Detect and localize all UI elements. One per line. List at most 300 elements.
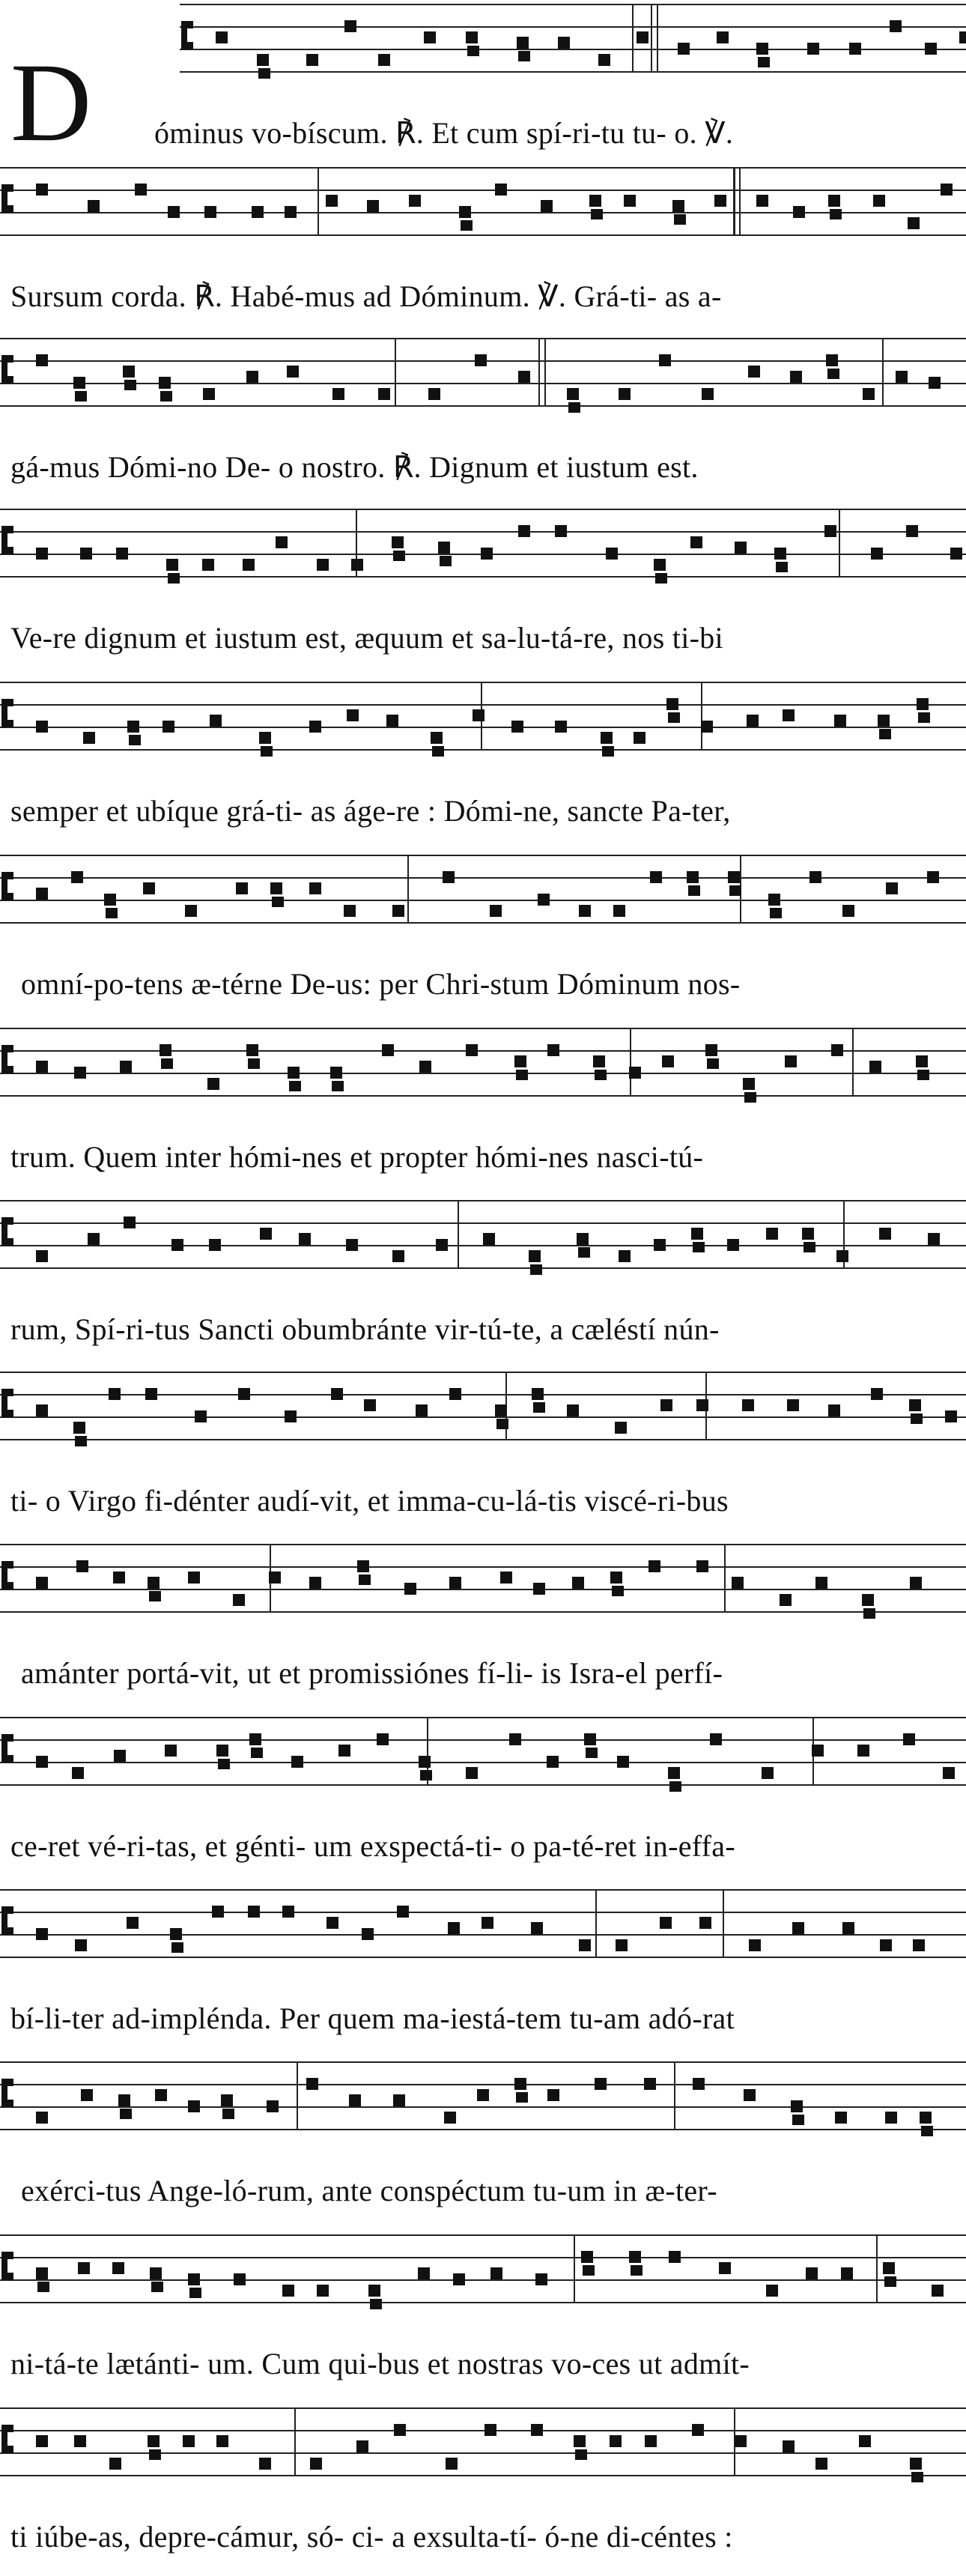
neume-note (932, 2285, 944, 2297)
neume-note (309, 882, 321, 894)
neume-note (812, 1745, 824, 1757)
neume-note (756, 43, 768, 55)
neume-note (815, 1577, 827, 1589)
neume-note (747, 715, 759, 727)
lyric-text: Sursum corda. ℟. Habé-mus ad Dóminum. ℣. Grá-ti- as a- (10, 279, 722, 313)
neume-note (397, 1906, 409, 1918)
neume-note (326, 1917, 338, 1929)
neume-note (584, 1733, 596, 1745)
neume-note (207, 1078, 219, 1090)
neume-note (76, 1560, 88, 1572)
neume-note (768, 894, 780, 906)
neume-note (735, 2435, 747, 2447)
neume-note (171, 1239, 183, 1251)
neume-note (357, 1560, 369, 1572)
neume-note (710, 1733, 722, 1745)
neume-note (36, 721, 48, 733)
neume-note (114, 1750, 126, 1762)
lyric-line (0, 445, 966, 490)
neume-note (732, 1577, 744, 1589)
neume-note (160, 1044, 171, 1056)
neume-note (168, 206, 180, 218)
neume-note (793, 206, 805, 218)
neume-note (815, 2458, 827, 2470)
c-clef-icon (1, 1389, 13, 1417)
neume-note (842, 905, 854, 917)
neume-note (392, 905, 404, 917)
neume-note (124, 1216, 136, 1228)
neume-note (927, 871, 939, 883)
neume-note (233, 1594, 245, 1606)
neume-note (495, 1404, 507, 1416)
neume-note (378, 388, 390, 400)
staff (0, 334, 966, 424)
lyric-text: óminus vo-bíscum. ℟. Et cum spí-ri-tu tu- o. ℣. (154, 116, 734, 150)
neume-note (735, 542, 747, 554)
neume-note (78, 2262, 90, 2274)
staff-system (0, 851, 966, 1023)
neume-note (36, 1250, 48, 1262)
neume-note (490, 2267, 502, 2279)
neume-note (248, 1906, 260, 1918)
neume-note (155, 2089, 167, 2101)
neume-note (792, 1922, 804, 1934)
neume-note (514, 1055, 526, 1067)
neume-note (617, 1756, 629, 1768)
neume-note (910, 1577, 922, 1589)
c-clef-icon (1, 2252, 13, 2280)
neume-note (446, 2458, 458, 2470)
neume-note (88, 200, 100, 212)
neume-note (863, 388, 875, 400)
neume-note (377, 1733, 389, 1745)
neume-note (774, 548, 786, 560)
lyric-text: ce-ret vé-ri-tas, et génti- um exspectá-ti- o pa-té-ret in-effa- (10, 1829, 735, 1863)
c-clef-icon (181, 21, 193, 49)
staff (0, 1540, 966, 1630)
neume-note (514, 2078, 526, 2090)
neume-note (436, 1239, 448, 1251)
neume-note (419, 1756, 431, 1768)
neume-note (916, 1055, 928, 1067)
neume-note (183, 2435, 195, 2447)
neume-note (836, 1250, 848, 1262)
neume-note (270, 882, 282, 894)
neume-note (619, 1250, 631, 1262)
c-clef-icon (1, 699, 13, 727)
neume-note (906, 525, 918, 537)
c-clef-icon (1, 355, 13, 384)
neume-note (123, 366, 135, 378)
neume-note (36, 1061, 48, 1073)
neume-note (475, 354, 487, 366)
neume-note (890, 20, 902, 32)
staff (0, 2058, 966, 2148)
neume-note (238, 1388, 250, 1400)
neume-note (574, 2435, 586, 2447)
neume-note (717, 31, 729, 43)
neume-note (386, 715, 398, 727)
neume-note (344, 905, 356, 917)
neume-note (896, 371, 908, 383)
c-clef-icon (1, 1734, 13, 1763)
neume-note (547, 1044, 559, 1056)
neume-note (326, 195, 338, 207)
neume-note (692, 2424, 704, 2436)
neume-note (246, 371, 258, 383)
neume-note (74, 2435, 86, 2447)
neume-note (834, 715, 846, 727)
neume-note (135, 184, 147, 196)
neume-note (282, 1906, 294, 1918)
neume-note (202, 559, 214, 571)
neume-note (579, 905, 591, 917)
neume-note (831, 1044, 843, 1056)
neume-note (593, 1055, 605, 1067)
neume-note (920, 2112, 932, 2124)
neume-note (842, 1922, 854, 1934)
neume-note (216, 1745, 228, 1757)
staff-system (0, 163, 966, 336)
neume-note (185, 905, 197, 917)
lyric-line (0, 1824, 966, 1869)
neume-note (699, 1917, 711, 1929)
neume-note (260, 1228, 272, 1240)
neume-note (392, 536, 404, 548)
neume-note (637, 31, 648, 43)
neume-note (285, 206, 297, 218)
staff (0, 2231, 966, 2321)
neume-note (885, 2112, 897, 2124)
staff (0, 851, 966, 941)
neume-note (338, 1745, 350, 1757)
neume-note (748, 366, 760, 378)
neume-note (209, 1239, 221, 1251)
neume-note (73, 377, 85, 389)
neume-note (862, 1594, 874, 1606)
neume-note (629, 2251, 641, 2263)
neume-note (212, 1906, 224, 1918)
staff-system (0, 1024, 966, 1196)
neume-note (419, 1061, 431, 1073)
neume-note (719, 2262, 731, 2274)
neume-note (481, 548, 493, 560)
lyric-line (0, 1479, 966, 1524)
neume-note (629, 1067, 641, 1079)
lyric-line (0, 1307, 966, 1352)
neume-note (766, 2285, 778, 2297)
c-clef-icon (1, 1906, 13, 1935)
staff-system (0, 1713, 966, 1885)
neume-note (120, 1061, 132, 1073)
staff-system (0, 1368, 966, 1540)
neume-note (364, 1399, 376, 1411)
neume-note (824, 525, 836, 537)
neume-note (828, 1404, 840, 1416)
neume-note (448, 1922, 460, 1934)
neume-note (394, 2424, 406, 2436)
neume-note (913, 1939, 925, 1951)
c-clef-icon (1, 872, 13, 900)
neume-note (36, 1404, 48, 1416)
neume-note (116, 548, 128, 560)
neume-note (616, 1939, 628, 1951)
neume-note (269, 1572, 281, 1584)
neume-note (36, 1928, 48, 1940)
c-clef-icon (1, 1561, 13, 1589)
neume-note (162, 721, 174, 733)
neume-note (109, 2458, 121, 2470)
lyric-line (0, 2342, 966, 2386)
neume-note (285, 1410, 297, 1422)
neume-note (567, 388, 579, 400)
neume-note (702, 388, 714, 400)
staff-system (0, 1885, 966, 2058)
staff-system (0, 2058, 966, 2230)
neume-note (36, 888, 48, 900)
neume-note (331, 1388, 343, 1400)
neume-note (959, 31, 966, 43)
neume-note (36, 2267, 48, 2279)
lyric-text: ti iúbe-as, depre-cámur, só- ci- a exsulta-tí- ó-ne di-céntes : (10, 2520, 733, 2554)
neume-note (950, 548, 962, 560)
neume-note (344, 20, 356, 32)
neume-note (941, 184, 953, 196)
neume-note (249, 1733, 261, 1745)
neume-note (828, 195, 840, 207)
neume-note (928, 1233, 940, 1245)
neume-note (529, 1250, 541, 1262)
neume-note (744, 2089, 756, 2101)
neume-note (648, 1560, 660, 1572)
neume-note (849, 43, 861, 55)
neume-note (581, 2251, 593, 2263)
lyric-line (0, 789, 966, 834)
neume-note (762, 1767, 774, 1779)
neume-note (533, 1583, 545, 1595)
neume-note (188, 2100, 200, 2112)
lyric-text: semper et ubíque grá-ti- as áge-re : Dómi-ne, sancte Pa-ter, (10, 794, 731, 828)
neume-note (259, 2458, 271, 2470)
neume-note (873, 195, 885, 207)
neume-note (347, 709, 359, 721)
neume-note (690, 536, 702, 548)
staff-system (0, 505, 966, 677)
neume-note (841, 2267, 853, 2279)
staff (0, 1024, 966, 1114)
neume-note (148, 1577, 160, 1589)
neume-note (567, 1404, 579, 1416)
staff (0, 1196, 966, 1286)
neume-note (166, 559, 178, 571)
neume-note (257, 54, 269, 66)
neume-note (547, 1756, 559, 1768)
lyric-text: omní-po-tens æ-térne De-us: per Chri-stum Dóminum nos- (21, 967, 741, 1001)
neume-note (691, 1228, 703, 1240)
neume-note (880, 1939, 892, 1951)
neume-note (742, 1399, 754, 1411)
neume-note (378, 54, 390, 66)
neume-note (204, 206, 216, 218)
neume-note (88, 1233, 100, 1245)
staff-system (0, 2231, 966, 2403)
staff-system (0, 2404, 966, 2576)
neume-note (317, 559, 329, 571)
neume-note (945, 1410, 957, 1422)
neume-note (727, 1239, 739, 1251)
neume-note (857, 1745, 869, 1757)
neume-note (112, 2262, 124, 2274)
staff-system (0, 678, 966, 850)
neume-note (165, 1745, 177, 1757)
c-clef-icon (1, 2079, 13, 2107)
neume-note (392, 1250, 404, 1262)
neume-note (443, 871, 455, 883)
initial-letter: D (10, 40, 92, 165)
neume-note (668, 1767, 680, 1779)
neume-note (72, 1767, 84, 1779)
neume-note (869, 1061, 881, 1073)
neume-note (806, 2267, 818, 2279)
neume-note (666, 698, 678, 710)
neume-note (660, 1399, 672, 1411)
neume-note (36, 184, 48, 196)
neume-note (276, 536, 288, 548)
c-clef-icon (1, 526, 13, 554)
neume-note (705, 1044, 717, 1056)
staff (120, 0, 966, 90)
lyric-text: rum, Spí-ri-tus Sancti obumbránte vir-tú-te, a cæléstí nún- (10, 1312, 720, 1346)
neume-note (484, 2424, 496, 2436)
neume-note (883, 2262, 895, 2274)
neume-note (490, 905, 502, 917)
neume-note (74, 1067, 86, 1079)
lyric-text: ti- o Virgo fi-dénter audí-vit, et imma-cu-lá-tis viscé-ri-bus (10, 1484, 729, 1518)
neume-note (143, 882, 155, 894)
lyric-text: ni-tá-te lætánti- um. Cum qui-bus et nostras vo-ces ut admít- (10, 2347, 750, 2380)
neume-note (535, 2273, 547, 2285)
neume-note (659, 354, 671, 366)
neume-note (615, 1422, 627, 1434)
neume-note (83, 732, 95, 744)
neume-note (148, 2435, 160, 2447)
neume-note (330, 1067, 342, 1079)
neume-note (696, 1399, 708, 1411)
neume-note (645, 2435, 657, 2447)
lyric-line (0, 111, 966, 156)
neume-note (678, 43, 690, 55)
neume-note (929, 377, 941, 389)
neume-note (783, 709, 795, 721)
neume-note (511, 721, 523, 733)
neume-note (696, 1560, 708, 1572)
neume-note (73, 1422, 85, 1434)
neume-note (749, 1939, 761, 1951)
neume-note (791, 2100, 803, 2112)
neume-note (306, 2078, 318, 2090)
neume-note (466, 1044, 478, 1056)
neume-note (36, 548, 48, 560)
neume-note (299, 1233, 311, 1245)
lyric-text: trum. Quem inter hómi-nes et propter hómi-nes nasci-tú- (10, 1140, 704, 1174)
lyric-line (0, 1135, 966, 1180)
staff (0, 1713, 966, 1803)
neume-note (589, 195, 601, 207)
neume-note (909, 1399, 921, 1411)
neume-note (693, 2078, 705, 2090)
neume-note (234, 2273, 246, 2285)
neume-note (610, 2435, 622, 2447)
neume-note (351, 559, 363, 571)
neume-note (728, 871, 740, 883)
neume-note (577, 1233, 589, 1245)
neume-note (210, 715, 222, 727)
neume-note (482, 1917, 493, 1929)
neume-note (36, 2435, 48, 2447)
staff-system (0, 0, 966, 172)
neume-note (159, 377, 171, 389)
lyric-text: amánter portá-vit, ut et promissiónes fí-li- is Isra-el perfí- (21, 1656, 723, 1690)
neume-note (246, 1044, 258, 1056)
neume-note (654, 1239, 666, 1251)
neume-note (835, 2112, 847, 2124)
neume-note (449, 1577, 461, 1589)
c-clef-icon (1, 184, 13, 213)
neume-note (104, 894, 116, 906)
neume-note (943, 1767, 955, 1779)
lyric-text: gá-mus Dómi-no De- o nostro. ℟. Dignum et iustum est. (10, 450, 699, 484)
neume-note (221, 2094, 233, 2106)
neume-note (531, 2424, 543, 2436)
neume-note (766, 1228, 778, 1240)
neume-note (871, 1388, 883, 1400)
neume-note (288, 1067, 300, 1079)
neume-note (145, 1388, 157, 1400)
neume-note (606, 548, 618, 560)
neume-note (871, 548, 883, 560)
neume-note (428, 388, 440, 400)
neume-note (362, 1928, 374, 1940)
lyric-text: exérci-tus Ange-ló-rum, ante conspéctum tu-um in æ-ter- (21, 2174, 717, 2207)
neume-note (613, 905, 625, 917)
neume-note (662, 1055, 674, 1067)
neume-note (555, 525, 567, 537)
neume-note (382, 1044, 394, 1056)
neume-note (216, 31, 228, 43)
neume-note (317, 2285, 329, 2297)
lyric-line (0, 616, 966, 661)
neume-note (669, 2251, 681, 2263)
neume-note (81, 2089, 93, 2101)
c-clef-icon (1, 1045, 13, 1073)
neume-note (908, 217, 920, 229)
neume-note (75, 1939, 87, 1951)
neume-note (309, 721, 321, 733)
c-clef-icon (1, 1217, 13, 1246)
neume-note (917, 698, 929, 710)
neume-note (672, 200, 684, 212)
neume-note (409, 195, 421, 207)
neume-note (346, 1239, 358, 1251)
neume-note (518, 371, 530, 383)
neume-note (444, 2112, 456, 2124)
neume-note (236, 882, 248, 894)
neume-note (203, 388, 215, 400)
neume-note (109, 1388, 121, 1400)
staff (0, 163, 966, 253)
staff (0, 505, 966, 595)
neume-note (517, 37, 529, 49)
